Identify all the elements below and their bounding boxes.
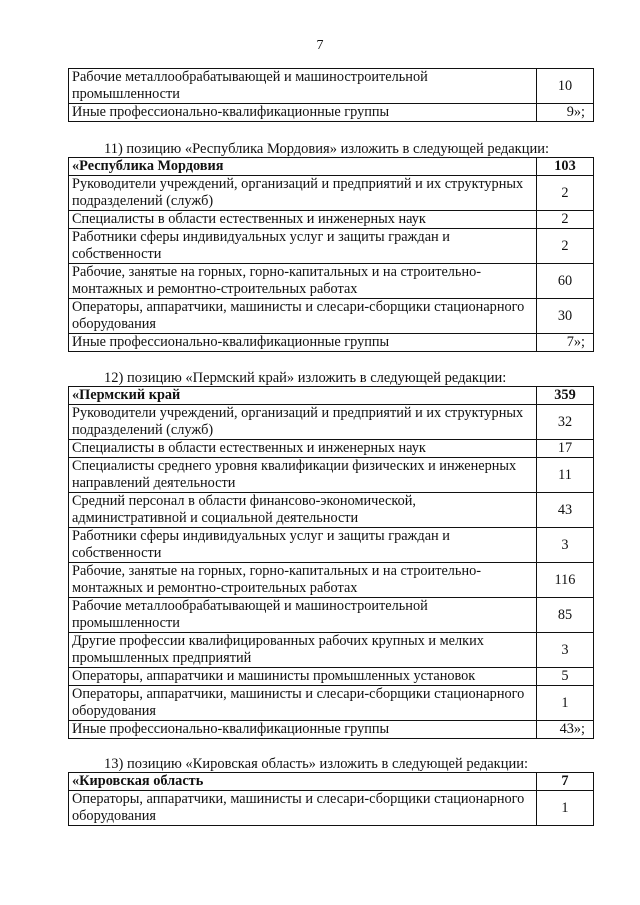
row-value: 1 [537, 791, 594, 826]
table-row [69, 334, 594, 352]
table-perm [68, 386, 594, 739]
table-row [69, 176, 594, 211]
region-total: 7 [537, 773, 594, 791]
row-value: 7»; [537, 334, 594, 352]
table-row [69, 211, 594, 229]
row-value: 3 [537, 528, 594, 563]
region-total: 359 [537, 387, 594, 405]
table-row [69, 458, 594, 493]
table-mordovia [68, 157, 594, 352]
table-row [69, 791, 594, 826]
row-name: Специалисты в области естественных и инженерных наук [69, 211, 537, 229]
table-row [69, 686, 594, 721]
table-row [69, 229, 594, 264]
table-row [69, 633, 594, 668]
row-name: Иные профессионально-квалификационные группы [69, 104, 537, 122]
row-name: Иные профессионально-квалификационные группы [69, 721, 537, 739]
row-value: 5 [537, 668, 594, 686]
region-total: 103 [537, 158, 594, 176]
row-name: Рабочие, занятые на горных, горно-капитальных и на строительно-монтажных и ремонтно-строительных работах [69, 563, 537, 598]
table-row [69, 721, 594, 739]
row-value: 43»; [537, 721, 594, 739]
row-name: Иные профессионально-квалификационные группы [69, 334, 537, 352]
table-row [69, 440, 594, 458]
row-value: 116 [537, 563, 594, 598]
row-value: 11 [537, 458, 594, 493]
section-intro: 11) позицию «Республика Мордовия» изложить в следующей редакции: [104, 141, 550, 157]
row-name: Рабочие металлообрабатывающей и машиностроительной промышленности [69, 598, 537, 633]
row-value: 2 [537, 229, 594, 264]
table-row [69, 563, 594, 598]
table-header-row [69, 773, 594, 791]
row-value: 30 [537, 299, 594, 334]
region-name: «Пермский край [69, 387, 537, 405]
table-row [69, 668, 594, 686]
row-name: Рабочие металлообрабатывающей и машиностроительной промышленности [69, 69, 537, 104]
row-name: Другие профессии квалифицированных рабочих крупных и мелких промышленных предприятий [69, 633, 537, 668]
table-row [69, 264, 594, 299]
table-row [69, 69, 594, 104]
section-intro: 12) позицию «Пермский край» изложить в следующей редакции: [104, 370, 507, 386]
row-value: 10 [537, 69, 594, 104]
row-name: Руководители учреждений, организаций и предприятий и их структурных подразделений (служб) [69, 405, 537, 440]
table-continuation [68, 68, 594, 122]
row-name: Операторы, аппаратчики, машинисты и слесари-сборщики стационарного оборудования [69, 686, 537, 721]
table-row [69, 598, 594, 633]
row-name: Рабочие, занятые на горных, горно-капитальных и на строительно-монтажных и ремонтно-строительных работах [69, 264, 537, 299]
table-header-row [69, 387, 594, 405]
region-name: «Кировская область [69, 773, 537, 791]
row-name: Специалисты в области естественных и инженерных наук [69, 440, 537, 458]
table-row [69, 104, 594, 122]
row-name: Средний персонал в области финансово-экономической, административной и социальной деятельности [69, 493, 537, 528]
row-name: Специалисты среднего уровня квалификации физических и инженерных направлений деятельности [69, 458, 537, 493]
row-name: Операторы, аппаратчики и машинисты промышленных установок [69, 668, 537, 686]
row-value: 3 [537, 633, 594, 668]
row-value: 60 [537, 264, 594, 299]
row-name: Работники сферы индивидуальных услуг и защиты граждан и собственности [69, 528, 537, 563]
row-name: Операторы, аппаратчики, машинисты и слесари-сборщики стационарного оборудования [69, 791, 537, 826]
row-value: 32 [537, 405, 594, 440]
page-number: 7 [316, 38, 324, 53]
row-value: 2 [537, 176, 594, 211]
table-header-row [69, 158, 594, 176]
row-name: Руководители учреждений, организаций и предприятий и их структурных подразделений (служб) [69, 176, 537, 211]
table-kirov [68, 772, 594, 826]
row-name: Операторы, аппаратчики, машинисты и слесари-сборщики стационарного оборудования [69, 299, 537, 334]
table-row [69, 405, 594, 440]
table-row [69, 299, 594, 334]
row-value: 1 [537, 686, 594, 721]
row-value: 17 [537, 440, 594, 458]
row-value: 43 [537, 493, 594, 528]
table-row [69, 493, 594, 528]
row-value: 9»; [537, 104, 594, 122]
row-value: 2 [537, 211, 594, 229]
section-intro: 13) позицию «Кировская область» изложить в следующей редакции: [104, 756, 529, 772]
row-name: Работники сферы индивидуальных услуг и защиты граждан и собственности [69, 229, 537, 264]
row-value: 85 [537, 598, 594, 633]
table-row [69, 528, 594, 563]
region-name: «Республика Мордовия [69, 158, 537, 176]
